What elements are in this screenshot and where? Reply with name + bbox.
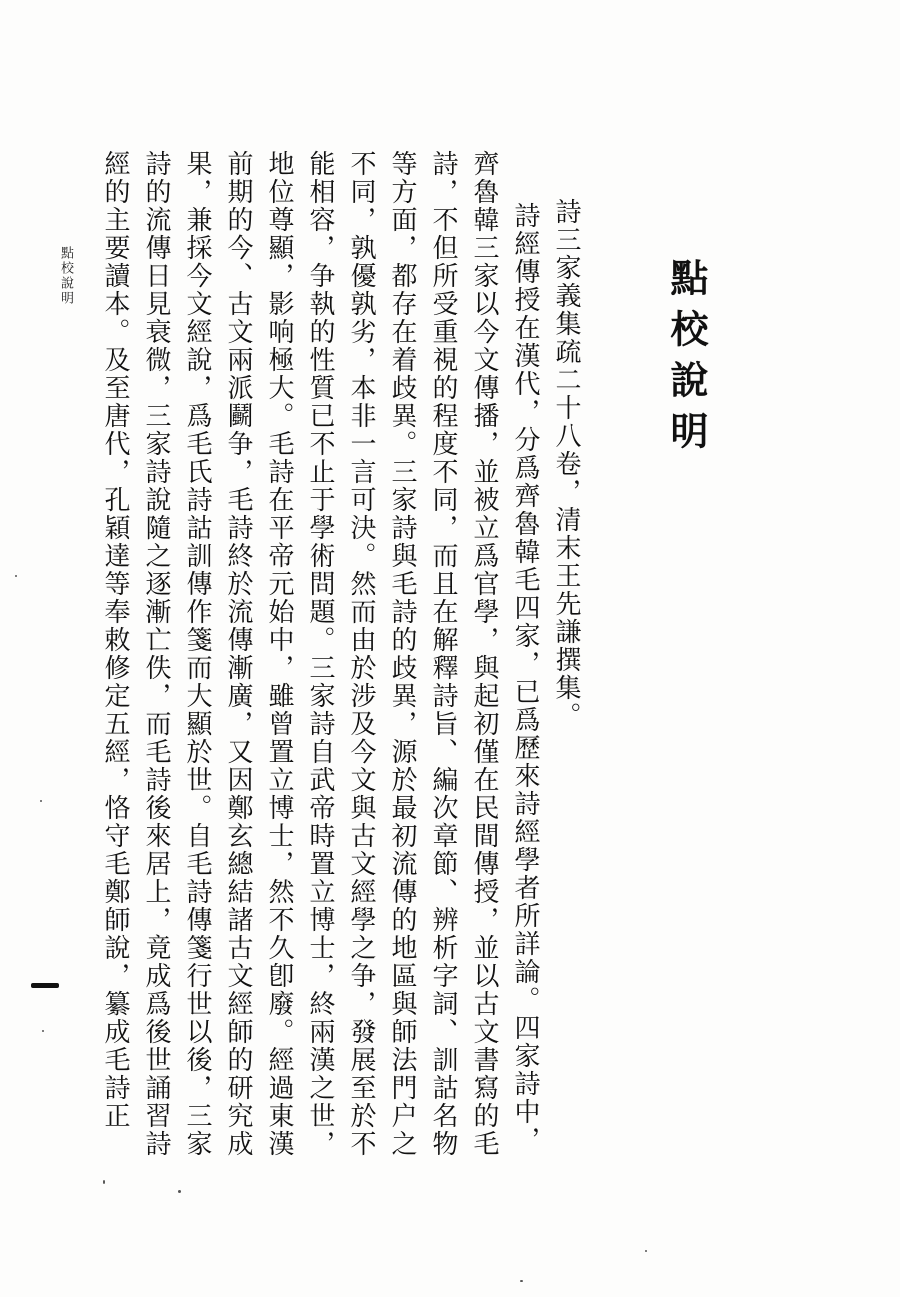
page-number-mark [31,983,59,988]
paragraph-intro: 詩三家義集疏二十八卷，清末王先謙撰集。 [551,198,581,730]
running-head: 點校說明 [58,246,73,306]
page-title: 點校說明 [664,258,709,462]
paragraph-main: 詩經傳授在漢代，分爲齊魯韓毛四家，已爲歷來詩經學者所詳論。四家詩中，齊魯韓三家以今文傳播，並被立爲官學，與起初僅在民間傳授，並以古文書寫的毛詩，不但所受重視的程度不同，而且在解釋詩旨、編次章節、辨析字詞、訓詁名物等方面，都存在着歧異。三家詩與毛詩的歧異，源於最初流傳的地區與師法門户之不同，孰優孰劣，本非一言可決。然而由於涉及今文與古文經學之争，發展至於不能相容，争執的性質已不止于學術問題。三家詩自武帝時置立博士，終兩漢之世，地位尊顯，影响極大。毛詩在平帝元始中，雖曾置立博士，然不久卽廢。經過東漢前期的今、古文兩派鬬争，毛詩終於流傳漸廣，又因鄭玄總結諸古文經師的研究成果，兼採今文經說，爲毛氏詩詁訓傳作箋而大顯於世。自毛詩傳箋行世以後，三家詩的流傳日見衰微，三家詩說隨之逐漸亡佚，而毛詩後來居上，竟成爲後世誦習詩經的主要讀本。及至唐代，孔穎達等奉敕修定五經，恪守毛鄭師說，纂成毛詩正 [100,150,540,1158]
body-text [96,150,586,1170]
